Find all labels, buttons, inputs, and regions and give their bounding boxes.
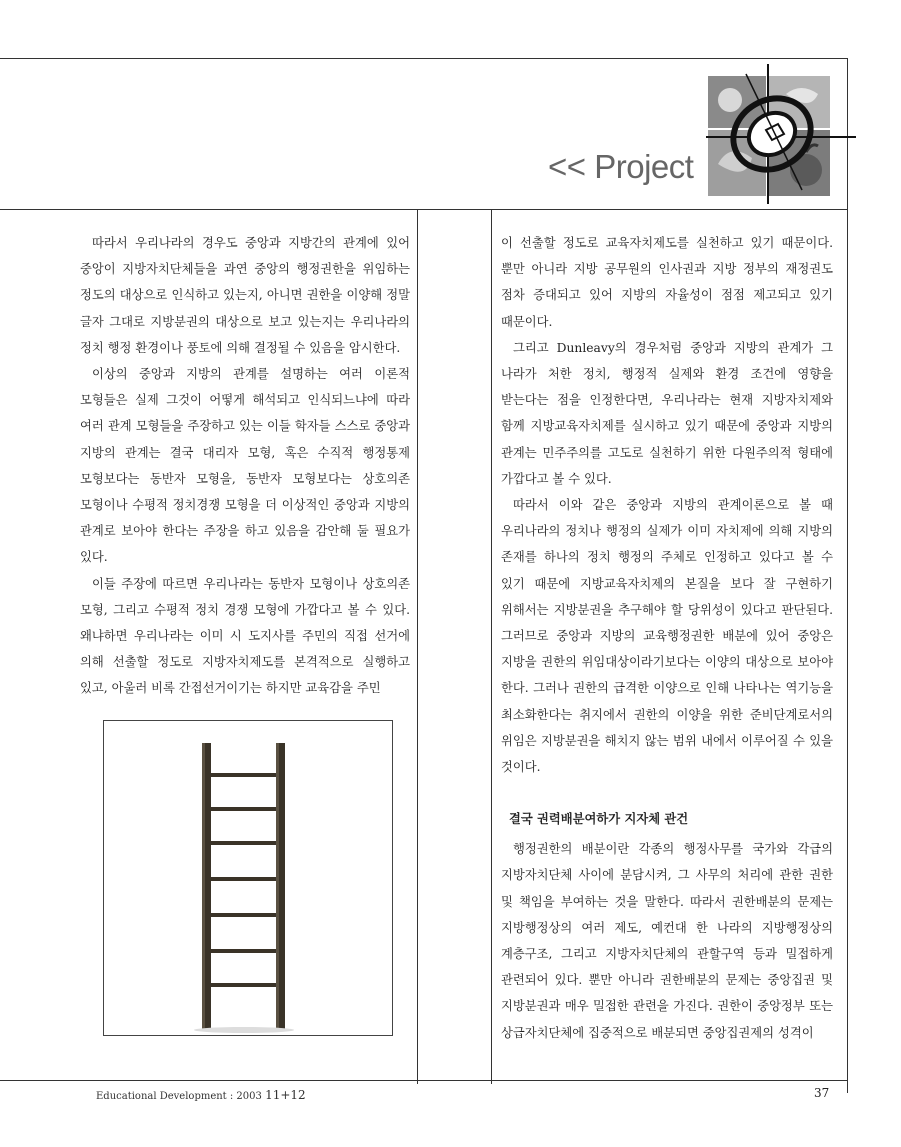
footer-rule <box>0 1080 848 1081</box>
column-rule-right <box>491 209 492 1084</box>
left-column <box>80 230 410 702</box>
right-column <box>501 230 833 1046</box>
section-title: << Project <box>548 148 694 185</box>
body-paragraph: 따라서 우리나라의 경우도 중앙과 지방간의 관계에 있어 중앙이 지방자치단체들을 과연 중앙의 행정권한을 위임하는 정도의 대상으로 인식하고 있는지, 아니면 권한을 이양해 정말 글자 그대로 지방분권의 대상으로 보고 있는지는 우리나라의 정치 행정 환경이나 풍토에 의해 결정될 수 있음을 암시한다. <box>80 236 410 355</box>
top-rule <box>0 58 848 59</box>
right-rule <box>847 58 848 1093</box>
footer-journal <box>96 1088 306 1102</box>
body-paragraph: 이 선출할 정도로 교육자치제도를 실천하고 있기 때문이다. 뿐만 아니라 지방 공무원의 인사권과 지방 정부의 재정권도 점차 증대되고 있어 지방의 자율성이 점점 제고되고 있기 때문이다. <box>501 236 833 329</box>
body-paragraph: 이들 주장에 따르면 우리나라는 동반자 모형이나 상호의존 모형, 그리고 수평적 정치 경쟁 모형에 가깝다고 볼 수 있다. 왜냐하면 우리나라는 이미 시 도지사를 주민의 직접 선거에 의해 선출할 정도로 지방자치제도를 본격적으로 실행하고 있고, 아울러 비록 간접선거이기는 하지만 교육감을 주민 <box>80 576 410 696</box>
issue-number: 11+12 <box>265 1088 306 1102</box>
body-paragraph: 이상의 중앙과 지방의 관계를 설명하는 여러 이론적 모형들은 실제 그것이 어떻게 해석되고 인식되느냐에 따라 여러 관계 모형들을 주장하고 있는 이들 학자들 스스로 중앙과 지방의 관계는 결국 대리자 모형, 혹은 수직적 행정통제 모형보다는 동반자 모형을, 동반자 모형보다는 상호의존 모형이나 수평적 정치경쟁 모형을 더 이상적인 중앙과 지방의 관계로 보아야 한다는 주장을 하고 있음을 감안해 둘 필요가 있다. <box>80 367 410 565</box>
body-paragraph: 따라서 이와 같은 중앙과 지방의 관계이론으로 볼 때 우리나라의 정치나 행정의 실제가 이미 자치제에 의해 지방의 존재를 하나의 정치 행정의 주체로 인정하고 있다고 볼 수 있기 때문에 지방교육자치제의 본질을 보다 잘 구현하기 위해서는 지방분권을 추구해야 할 당위성이 있다고 판단된다. 그러므로 중앙과 지방의 교육행정권한 배분에 있어 중앙은 지방을 권한의 위임대상이라기보다는 이양의 대상으로 보아야 한다. 그러나 권한의 급격한 이양으로 인해 나타나는 역기능을 최소화한다는 취지에서 권한의 이양을 위한 준비단계로서의 위임은 지방분권을 해치지 않는 범위 내에서 이루어질 수 있을 것이다. <box>501 498 833 775</box>
section-heading: 결국 권력배분여하가 지자체 관건 <box>509 812 689 827</box>
magnet-collage-icon <box>706 64 856 204</box>
page-number: 37 <box>814 1086 830 1100</box>
journal-name: Educational Development : 2003 <box>96 1091 262 1102</box>
body-paragraph: 그리고 Dunleavy의 경우처럼 중앙과 지방의 관계가 그 나라가 처한 정치, 행정적 실제와 환경 조건에 영향을 받는다는 점을 인정한다면, 우리나라는 현재 지방자치제와 함께 지방교육자치제를 실시하고 있기 때문에 중앙과 지방의 관계는 민주주의를 고도로 실천하기 위한 다원주의적 형태에 가깝다고 볼 수 있다. <box>501 340 833 486</box>
body-paragraph: 행정권한의 배분이란 각종의 행정사무를 국가와 각급의 지방자치단체 사이에 분담시켜, 그 사무의 처리에 관한 권한 및 책임을 부여하는 것을 말한다. 따라서 권한배분의 문제는 지방행정상의 여러 제도, 예컨대 한 나라의 지방행정상의 계층구조, 그리고 지방자치단체의 관할구역 등과 밀접하게 관련되어 있다. 뿐만 아니라 권한배분의 문제는 중앙집권 및 지방분권과 매우 밀접한 관련을 가진다. 권한이 중앙정부 또는 상급자치단체에 집중적으로 배분되면 중앙집권제의 성격이 <box>501 842 833 1040</box>
ladder-photo <box>103 720 393 1036</box>
column-rule-left <box>417 209 418 1084</box>
header-divider <box>0 209 848 210</box>
